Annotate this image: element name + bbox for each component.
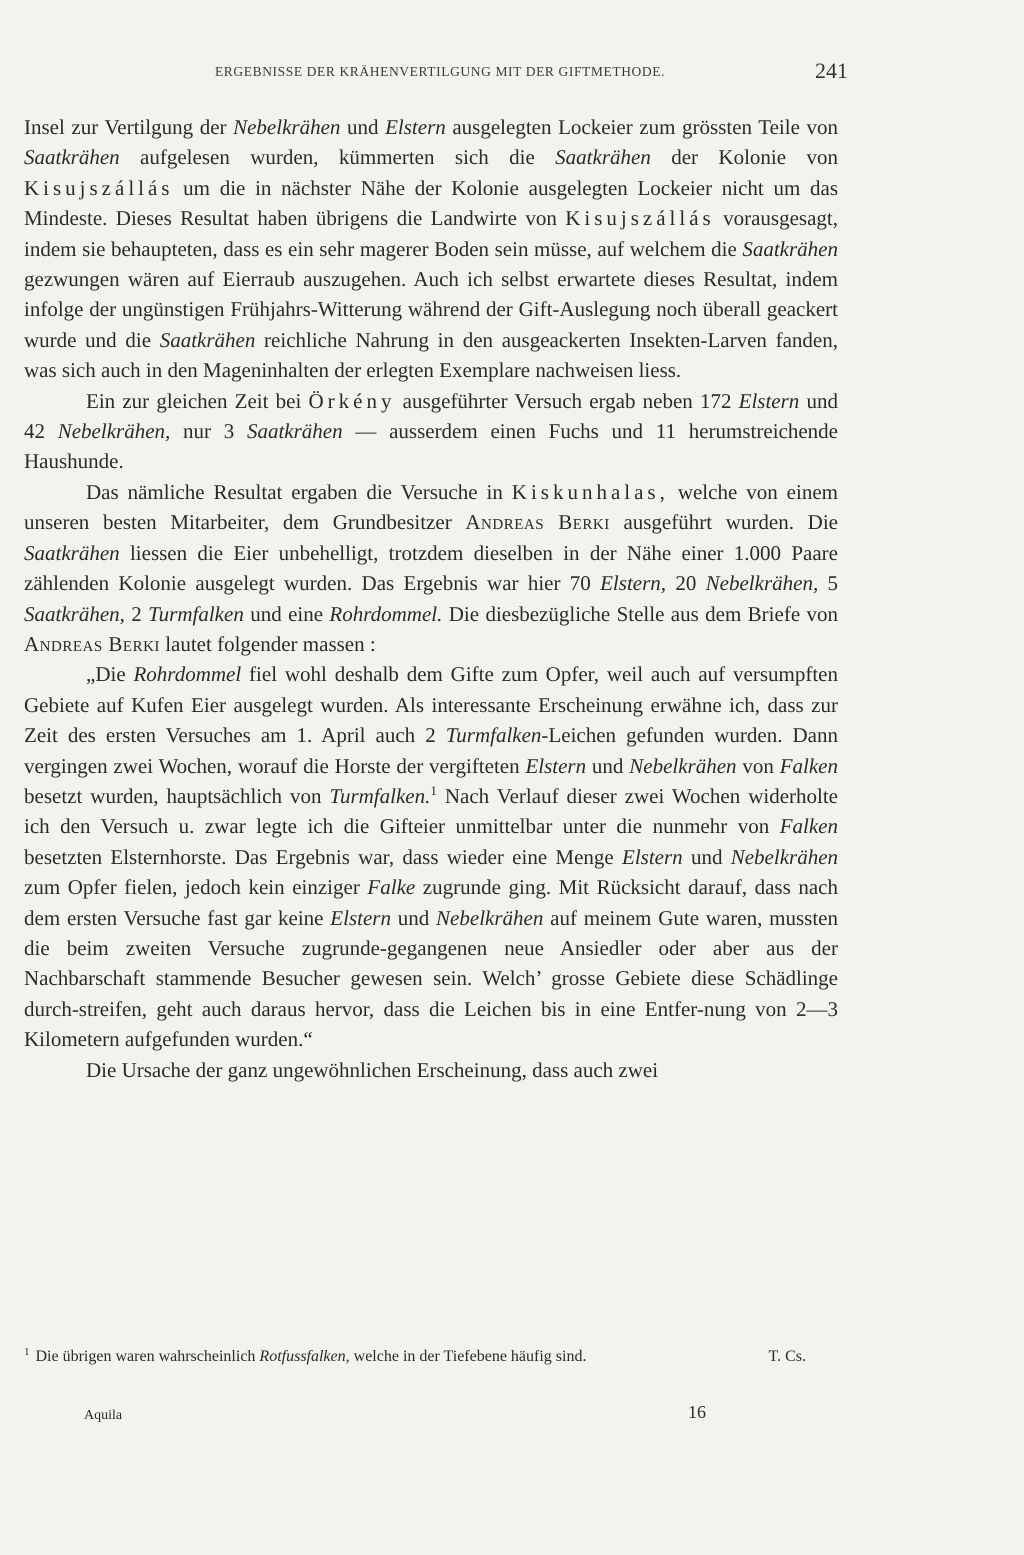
footnote [24,1345,838,1369]
footnote-reference: 1 [430,782,437,798]
text-run: fiel wohl deshalb dem Gifte zum Opfer, weil auch auf versumpften Gebiete auf Kufen Eier ausgelegt wurden. Als interessante Erscheinung erwähne ich, dass zur Zeit des ersten Versuches am 1. April auch 2 [24,662,838,748]
italic-term: Rotfussfalken, [259,1348,350,1365]
italic-term: Saatkrähen [555,145,651,170]
person-name: Andreas Berki [24,631,160,656]
italic-term: Saatkrähen [24,540,120,565]
text-run: besetzt wurden, hauptsächlich von [24,783,330,808]
running-head: ERGEBNISSE DER KRÄHENVERTILGUNG MIT DER GIFTMETHODE. [214,64,666,79]
text-run: zugrunde ging. Mit Rücksicht darauf, dass nach dem ersten Versuche fast gar keine [24,875,838,930]
text-run: und [682,844,731,869]
italic-term: Nebelkrähen, [57,419,171,444]
italic-term: Elstern [622,844,683,869]
text-run: besetzten Elsternhorste. Das Ergebnis war, dass wieder eine Menge [24,844,622,869]
italic-term: Elstern [738,388,800,413]
text-run: Die Ursache der ganz ungewöhnlichen Erscheinung, dass auch zwei [86,1057,659,1082]
person-name: Andreas Berki [465,510,610,535]
text-run: ausgeführt wurden. Die [609,510,838,535]
italic-term: Elstern [385,115,446,139]
spaced-place-name: Kisujszállás [24,175,174,200]
italic-term: Saatkrähen [24,145,120,170]
paragraph [24,1055,838,1085]
text-run: der Kolonie von [650,145,838,170]
italic-term: Turmfalken [148,601,244,626]
text-run: lautet folgender massen : [159,631,376,656]
text-run: „Die [86,662,134,687]
paragraph [24,659,838,1054]
text-run: Das nämliche Resultat ergaben die Versuche in [86,479,512,504]
paragraph [24,386,838,477]
text-run: liessen die Eier unbehelligt, trotzdem dieselben in der Nähe einer 1.000 Paare zählenden Kolonie ausgelegt wurden. Das Ergebnis war hier 70 [24,540,838,596]
text-run: Die diesbezügliche Stelle aus dem Briefe von [442,601,839,626]
text-run: -Leichen gefunden wurden. Dann vergingen zwei Wochen, worauf die Horste der vergifteten [24,723,838,778]
italic-term: Elstern [330,905,391,930]
spaced-place-name: Kisujszállás [565,206,715,231]
text-run: nur 3 [170,419,247,444]
text-run: und 42 [24,388,838,444]
text-run: Insel zur Vertilgung der [24,115,234,139]
spaced-place-name: Örkény [308,388,396,413]
italic-term: Saatkrähen [246,419,343,444]
text-run: welche von einem unseren besten Mitarbeiter, dem Grundbesitzer [24,479,838,535]
text-run: — ausserdem einen Fuchs und 11 herumstreichende Haushunde. [24,419,838,474]
italic-term: Rohrdommel [133,662,242,687]
text-run: um die in nächster Nähe der Kolonie ausgelegten Lockeier nicht um das Mindeste. Dieses Resultat haben übrigens die Landwirte von [24,175,838,231]
italic-term: Falken [779,814,838,839]
italic-term: Turmfalken [445,723,542,748]
sheet-number: 16 [688,1402,706,1422]
footnote-text [36,1348,587,1365]
italic-term: Nebelkrähen, [705,571,819,596]
text-run: Nach Verlauf dieser zwei Wochen widerholte ich den Versuch u. zwar legte ich die Gifteier unmittelbar unter die nunmehr von [24,783,838,839]
text-run: Ein zur gleichen Zeit bei [86,388,309,413]
body-text [24,112,838,1085]
italic-term: Saatkrähen [159,327,256,352]
text-run: und [340,115,386,139]
text-run: welche in der Tiefebene häufig sind. [349,1348,587,1365]
italic-term: Saatkrähen [742,236,838,261]
italic-term: Falken [779,753,838,778]
italic-term: Elstern [525,753,587,778]
text-run: gezwungen wären auf Eierraub auszugehen. Auch ich selbst erwartete dieses Resultat, indem infolge der ungünstigen Frühjahrs-Witterung während der Gift-Auslegung noch überall geackert wurde und die [24,267,838,352]
italic-term: Elstern, [600,571,667,596]
italic-term: Saatkrähen, [24,601,125,626]
italic-term: Nebelkrähen [233,115,341,139]
text-run: Die übrigen waren wahrscheinlich [35,1348,260,1365]
text-run: 5 [818,571,838,596]
text-run: zum Opfer fielen, jedoch kein einziger [24,875,368,900]
text-run: reichliche Nahrung in den ausgeackerten Insekten-Larven fanden, was sich auch in den Mageninhalten der erlegten Exemplare nachweisen liess. [24,327,838,383]
text-run: ausgeführter Versuch ergab neben 172 [395,388,739,413]
page-footer [0,1402,1024,1432]
page-header [0,58,1024,88]
journal-name: Aquila [84,1408,123,1423]
text-run: ausgelegten Lockeier zum grössten Teile von [445,115,839,139]
italic-term: Nebelkrähen [730,844,839,869]
paragraph [24,477,838,659]
text-run: aufgelesen wurden, kümmerten sich die [119,145,556,170]
footnote-signature: T. Cs. [768,1348,806,1365]
text-run: von [736,753,780,778]
italic-term: Turmfalken. [329,783,431,808]
text-run: und eine [243,601,330,626]
page-number: 241 [815,58,848,83]
italic-term: Nebelkrähen [436,905,544,930]
text-run: vorausgesagt, indem sie behaupteten, dass es ein sehr magerer Boden sein müsse, auf welchem die [24,206,838,261]
text-run: und [390,905,437,930]
spaced-place-name: Kiskunhalas, [511,479,669,504]
italic-term: Nebelkrähen [629,753,737,778]
text-run: 20 [666,571,706,596]
italic-term: Falke [367,875,416,900]
text-run: auf meinem Gute waren, mussten die beim zweiten Versuche zugrunde-gegangenen neue Ansiedler oder aber aus der Nachbarschaft stammende Besucher gewesen sein. Welch’ grosse Gebiete diese Schädlinge durch-streifen, geht auch daraus hervor, dass die Leichen bis in eine Entfer-nung von 2—3 Kilometern aufgefunden wurden.“ [24,905,838,1052]
footnote-mark: 1 [24,1345,30,1358]
text-run: und [586,753,630,778]
paragraph [24,112,838,386]
italic-term: Rohrdommel. [329,601,443,626]
text-run: 2 [124,601,149,626]
